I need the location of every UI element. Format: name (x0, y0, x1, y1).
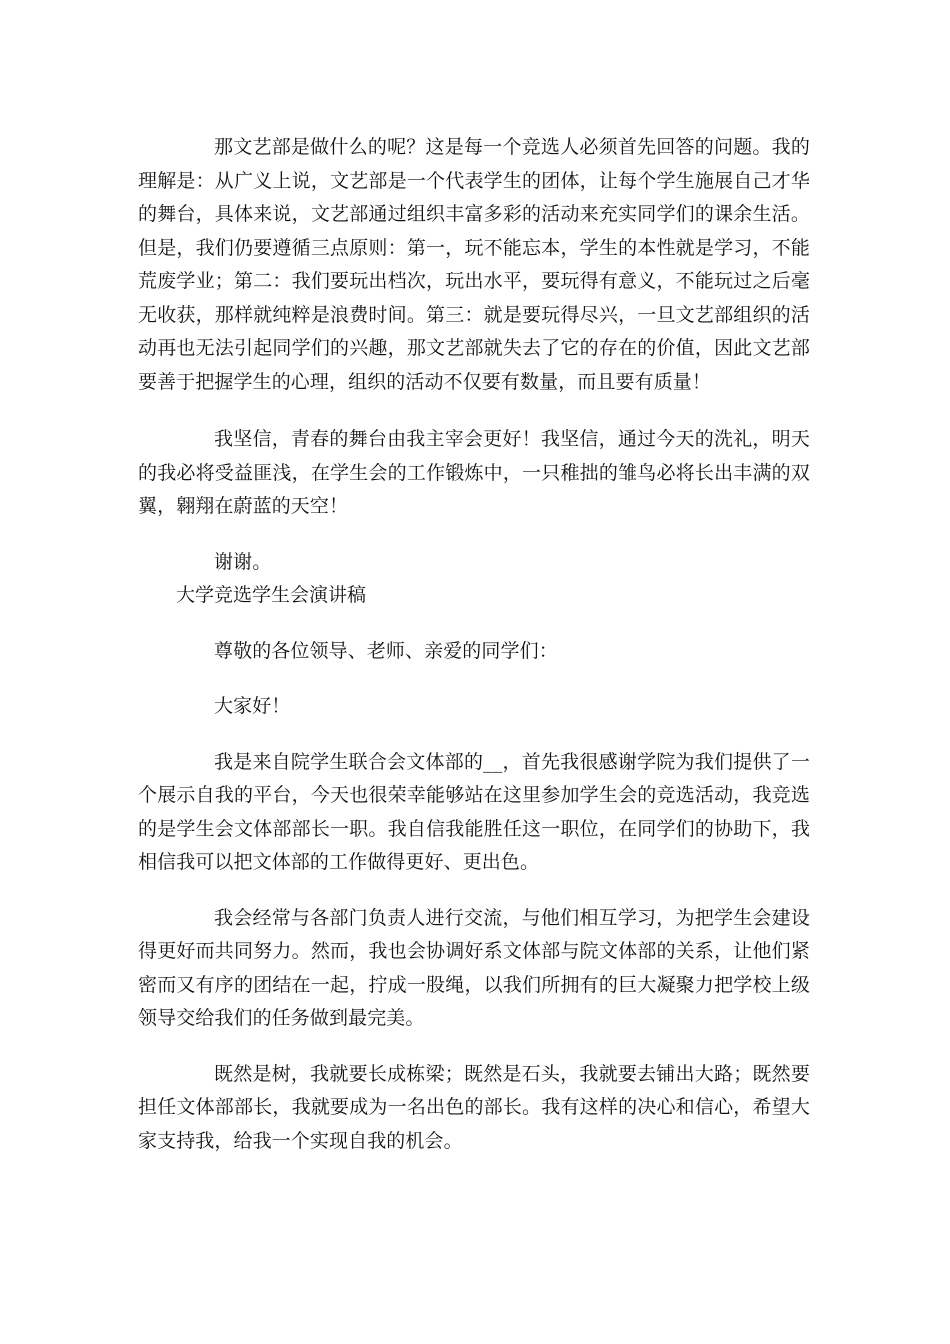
paragraph-resolution: 既然是树，我就要长成栋梁；既然是石头，我就要去铺出大路；既然要担任文体部部长，我就要成为一名出色的部长。我有这样的决心和信心，希望大家支持我，给我一个实现自我的机会。 (138, 1062, 810, 1152)
paragraph-thanks: 谢谢。 (214, 550, 272, 573)
paragraph-literature-dept-role: 那文艺部是做什么的呢？这是每一个竞选人必须首先回答的问题。我的理解是：从广义上说，文艺部是一个代表学生的团体，让每个学生施展自己才华的舞台，具体来说，文艺部通过组织丰富多彩的活动来充实同学们的课余生活。但是，我们仍要遵循三点原则：第一，玩不能忘本，学生的本性就是学习，不能荒废学业；第二：我们要玩出档次，玩出水平，要玩得有意义，不能玩过之后毫无收获，那样就纯粹是浪费时间。第三：就是要玩得尽兴，一旦文艺部组织的活动再也无法引起同学们的兴趣，那文艺部就失去了它的存在的价值，因此文艺部要善于把握学生的心理，组织的活动不仅要有数量，而且要有质量！ (138, 136, 810, 393)
section-heading: 大学竞选学生会演讲稿 (176, 584, 367, 606)
paragraph-salutation: 尊敬的各位领导、老师、亲爱的同学们： (214, 639, 558, 662)
paragraph-greeting: 大家好！ (214, 695, 291, 717)
paragraph-cooperation: 我会经常与各部门负责人进行交流，与他们相互学习，为把学生会建设得更好而共同努力。然而，我也会协调好系文体部与院文体部的关系，让他们紧密而又有序的团结在一起，拧成一股绳，以我们所拥有的巨大凝聚力把学校上级领导交给我们的任务做到最完美。 (138, 906, 810, 1029)
paragraph-introduction: 我是来自院学生联合会文体部的__，首先我很感谢学院为我们提供了一个展示自我的平台，今天也很荣幸能够站在这里参加学生会的竞选活动，我竞选的是学生会文体部部长一职。我自信我能胜任这一职位，在同学们的协助下，我相信我可以把文体部的工作做得更好、更出色。 (138, 750, 810, 873)
document-page (138, 131, 810, 1158)
paragraph-belief: 我坚信，青春的舞台由我主宰会更好！我坚信，通过今天的洗礼，明天的我必将受益匪浅，在学生会的工作锻炼中，一只稚拙的雏鸟必将长出丰满的双翼，翱翔在蔚蓝的天空！ (138, 428, 810, 517)
